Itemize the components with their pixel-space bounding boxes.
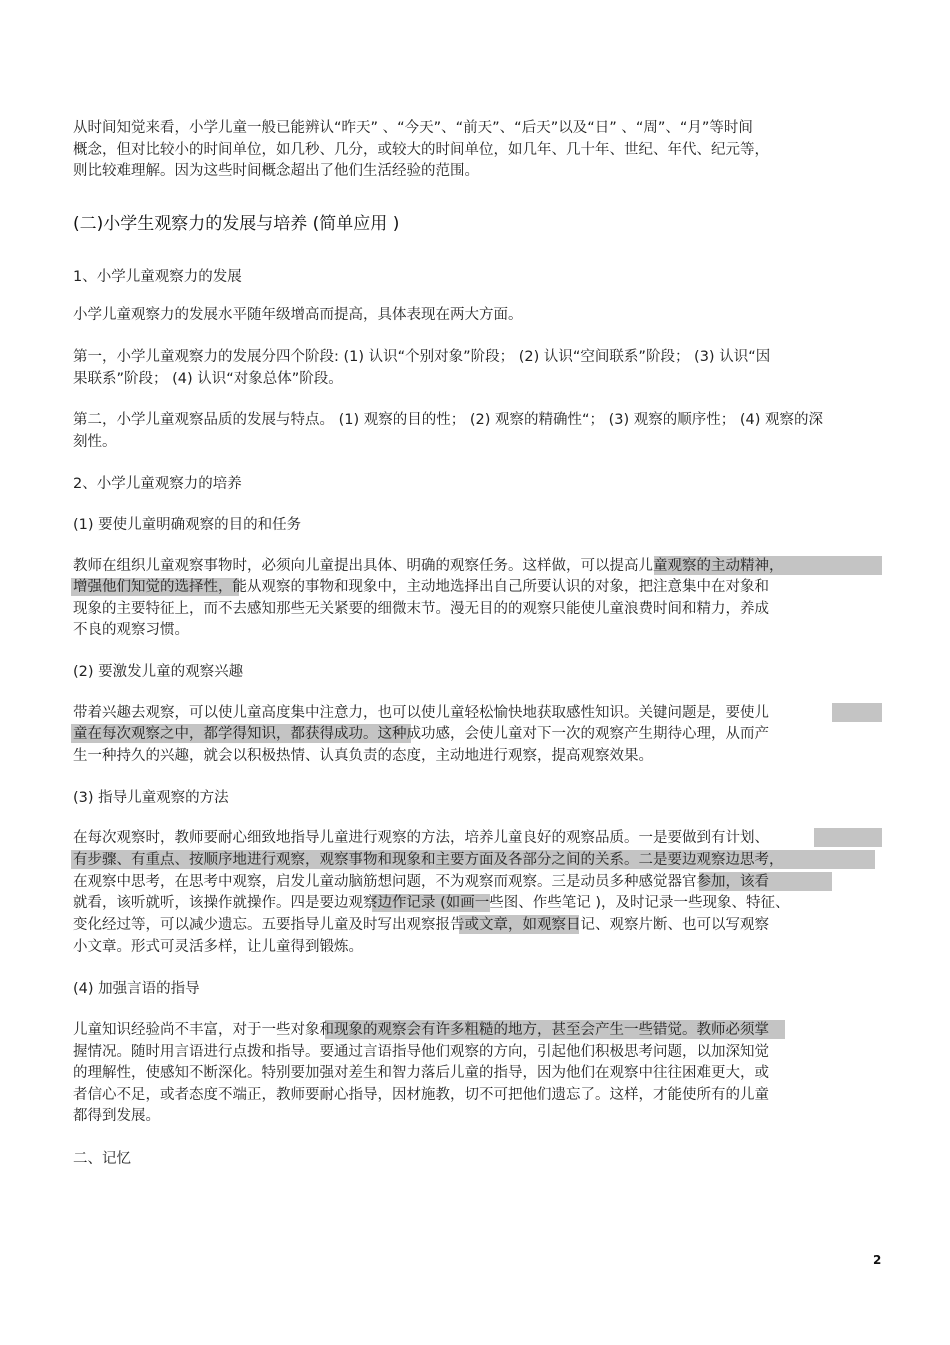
- paragraph-line: 小文章。形式可灵活多样，让儿童得到锻炼。: [73, 939, 363, 955]
- paragraph-line: 第二，小学儿童观察品质的发展与特点。 (1) 观察的目的性； (2) 观察的精确性“； (3) 观察的顺序性； (4) 观察的深: [73, 412, 824, 428]
- subheading: (2) 要激发儿童的观察兴趣: [73, 664, 244, 680]
- paragraph-line: 在观察中思考，在思考中观察，启发儿童动脑筋想问题，不为观察而观察。三是动员多种感觉器官参加，该看: [73, 874, 769, 890]
- paragraph-line: 变化经过等，可以减少遗忘。五要指导儿童及时写出观察报告或文章，如观察日记、观察片断、也可以写观察: [73, 917, 769, 933]
- subheading: (3) 指导儿童观察的方法: [73, 790, 229, 806]
- paragraph-line: 果联系”阶段； (4) 认识“对象总体”阶段。: [73, 371, 343, 387]
- paragraph-line: 从时间知觉来看，小学儿童一般已能辨认“昨天” 、“今天”、“前天”、“后天”以及“日” 、“周”、“月”等时间: [73, 120, 753, 136]
- paragraph-line: 就看，该听就听，该操作就操作。四是要边观察边作记录 (如画一些图、作些笔记 )，及时记录一些现象、特征、: [73, 895, 790, 911]
- subheading: 1、小学儿童观察力的发展: [73, 269, 242, 285]
- paragraph-line: 者信心不足，或者态度不端正，教师要耐心指导，因材施教，切不可把他们遗忘了。这样，才能使所有的儿童: [73, 1087, 769, 1103]
- paragraph-line: 都得到发展。: [73, 1108, 160, 1124]
- paragraph-line: 在每次观察时，教师要耐心细致地指导儿童进行观察的方法，培养儿童良好的观察品质。一是要做到有计划、: [73, 830, 769, 846]
- highlight-mark: [814, 828, 882, 847]
- subheading: (1) 要使儿童明确观察的目的和任务: [73, 517, 302, 533]
- subheading: (4) 加强言语的指导: [73, 981, 200, 997]
- paragraph-line: 不良的观察习惯。: [73, 622, 189, 638]
- paragraph-line: 童在每次观察之中，都学得知识，都获得成功。这种成功感，会使儿童对下一次的观察产生期待心理，从而产: [73, 726, 769, 742]
- paragraph-line: 的理解性，使感知不断深化。特别要加强对差生和智力落后儿童的指导，因为他们在观察中往往困难更大，或: [73, 1065, 769, 1081]
- subheading: 2、小学儿童观察力的培养: [73, 476, 242, 492]
- paragraph-line: 则比较难理解。因为这些时间概念超出了他们生活经验的范围。: [73, 163, 479, 179]
- paragraph-line: 第一，小学儿童观察力的发展分四个阶段: (1) 认识“个别对象”阶段； (2) 认识“空间联系”阶段； (3) 认识“因: [73, 349, 771, 365]
- subheading: 二、记忆: [73, 1151, 131, 1167]
- paragraph-line: 小学儿童观察力的发展水平随年级增高而提高，具体表现在两大方面。: [73, 307, 523, 323]
- highlight-mark: [832, 703, 882, 722]
- paragraph-line: 儿童知识经验尚不丰富，对于一些对象和现象的观察会有许多粗糙的地方，甚至会产生一些错觉。教师必须掌: [73, 1022, 769, 1038]
- paragraph-line: 生一种持久的兴趣，就会以积极热情、认真负责的态度，主动地进行观察，提高观察效果。: [73, 748, 653, 764]
- paragraph-line: 概念，但对比较小的时间单位，如几秒、几分，或较大的时间单位，如几年、几十年、世纪、年代、纪元等，: [73, 142, 769, 158]
- paragraph-line: 有步骤、有重点、按顺序地进行观察，观察事物和现象和主要方面及各部分之间的关系。二是要边观察边思考，: [73, 852, 784, 868]
- page-number: 2: [873, 1253, 882, 1267]
- paragraph-line: 增强他们知觉的选择性，能从观察的事物和现象中，主动地选择出自己所要认识的对象，把注意集中在对象和: [73, 579, 769, 595]
- paragraph-line: 教师在组织儿童观察事物时，必须向儿童提出具体、明确的观察任务。这样做，可以提高儿童观察的主动精神，: [73, 558, 784, 574]
- paragraph-line: 现象的主要特征上，而不去感知那些无关紧要的细微末节。漫无目的的观察只能使儿童浪费时间和精力，养成: [73, 601, 769, 617]
- paragraph-line: 带着兴趣去观察，可以使儿童高度集中注意力，也可以使儿童轻松愉快地获取感性知识。关键问题是，要使儿: [73, 705, 769, 721]
- section-heading: (二)小学生观察力的发展与培养 (简单应用 ): [73, 214, 400, 234]
- paragraph-line: 刻性。: [73, 434, 117, 450]
- paragraph-line: 握情况。随时用言语进行点拨和指导。要通过言语指导他们观察的方向，引起他们积极思考问题，以加深知觉: [73, 1044, 769, 1060]
